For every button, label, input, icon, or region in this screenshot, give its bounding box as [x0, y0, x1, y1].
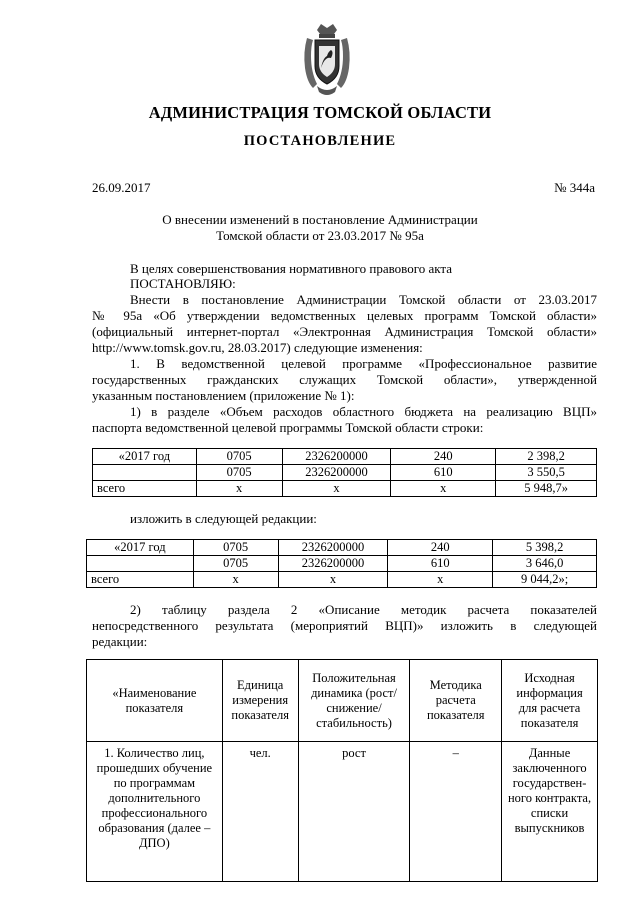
subitem-2-paragraph — [92, 602, 597, 650]
table-row — [87, 556, 597, 572]
table-cell: 1. Количество лиц, прошедших обучение по программам дополнительного профессионального образования (далее – ДПО) — [87, 742, 223, 882]
table-cell — [93, 465, 197, 481]
table-row — [93, 481, 597, 497]
table-cell: чел. — [222, 742, 298, 882]
header-indicator-name: «Наименование показателя — [87, 660, 223, 742]
table-row — [93, 449, 597, 465]
new-edition-caption: изложить в следующей редакции: — [130, 511, 317, 526]
table-row — [93, 465, 597, 481]
table-cell: – — [410, 742, 502, 882]
table-cell: 5 948,7» — [496, 481, 597, 497]
table-cell: 610 — [388, 556, 493, 572]
table-cell: всего — [93, 481, 197, 497]
table-cell: 240 — [388, 540, 493, 556]
table-cell: х — [196, 481, 282, 497]
document-date: 26.09.2017 — [92, 180, 151, 195]
table-cell: 3 646,0 — [493, 556, 597, 572]
subitem-1-line-2: паспорта ведомственной целевой программы Томской области строки: — [92, 420, 484, 435]
table-cell — [87, 556, 194, 572]
table-cell: Данные заключенного государствен-ного контракта, списки выпускников — [502, 742, 598, 882]
table-cell: 610 — [391, 465, 496, 481]
table-cell: 0705 — [196, 449, 282, 465]
document-number: № 344а — [554, 180, 595, 195]
subitem-2-line-3: редакции: — [92, 634, 148, 649]
item-1-paragraph — [92, 356, 597, 404]
table-row — [87, 540, 597, 556]
table-cell: х — [391, 481, 496, 497]
subitem-2-line-1: 2) таблицу раздела 2 «Описание методик расчета показателей — [130, 602, 597, 617]
table-cell: 2326200000 — [278, 556, 388, 572]
table-header-row — [87, 660, 598, 742]
new-budget-table — [86, 539, 597, 588]
table-cell: х — [193, 572, 278, 588]
old-budget-table — [92, 448, 597, 497]
subitem-2-line-2: непосредственного результата (мероприятий ВЦП)» изложить в следующей — [92, 618, 597, 633]
table-cell: всего — [87, 572, 194, 588]
item-1-line-3: указанным постановлением (приложение № 1): — [92, 388, 355, 403]
indicators-table — [86, 659, 598, 882]
table-cell: 0705 — [196, 465, 282, 481]
table-cell: 5 398,2 — [493, 540, 597, 556]
table-row — [87, 742, 598, 882]
table-cell: 2326200000 — [282, 449, 391, 465]
item-1-line-1: 1. В ведомственной целевой программе «Профессиональное развитие — [130, 356, 597, 371]
amend-paragraph — [92, 292, 597, 356]
amend-line-1: Внести в постановление Администрации Томской области от 23.03.2017 — [130, 292, 597, 307]
organization-name: АДМИНИСТРАЦИЯ ТОМСКОЙ ОБЛАСТИ — [148, 103, 492, 122]
table-cell: 2 398,2 — [496, 449, 597, 465]
purpose-paragraph: В целях совершенствования нормативного правового акта — [130, 261, 453, 276]
subitem-1-line-1: 1) в разделе «Объем расходов областного бюджета на реализацию ВЦП» — [130, 404, 597, 419]
header-unit: Единица измерения показателя — [222, 660, 298, 742]
table-cell: «2017 год — [93, 449, 197, 465]
subject-line-1: О внесении изменений в постановление Администрации — [162, 212, 478, 227]
coat-of-arms-icon — [301, 22, 353, 100]
table-cell: х — [388, 572, 493, 588]
table-cell: 240 — [391, 449, 496, 465]
header-source: Исходная информация для расчета показателя — [502, 660, 598, 742]
header-dynamics: Положительная динамика (рост/снижение/ стабильность) — [298, 660, 410, 742]
table-cell: 9 044,2»; — [493, 572, 597, 588]
table-cell: 0705 — [193, 540, 278, 556]
table-cell: рост — [298, 742, 410, 882]
item-1-line-2: государственных гражданских служащих Томской области», утвержденной — [92, 372, 597, 387]
table-cell: 2326200000 — [282, 465, 391, 481]
subject-line-2: Томской области от 23.03.2017 № 95а — [216, 228, 424, 243]
table-cell: х — [282, 481, 391, 497]
document-subject — [0, 212, 640, 244]
table-cell: 2326200000 — [278, 540, 388, 556]
decree-word: ПОСТАНОВЛЯЮ: — [130, 276, 236, 291]
table-row — [87, 572, 597, 588]
table-cell: «2017 год — [87, 540, 194, 556]
table-cell: 0705 — [193, 556, 278, 572]
table-cell: 3 550,5 — [496, 465, 597, 481]
table-cell: х — [278, 572, 388, 588]
header-method: Методика расчета показателя — [410, 660, 502, 742]
subitem-1-paragraph — [92, 404, 597, 436]
amend-line-4: http://www.tomsk.gov.ru, 28.03.2017) следующие изменения: — [92, 340, 423, 355]
document-type: ПОСТАНОВЛЕНИЕ — [243, 133, 397, 149]
amend-line-2: № 95а «Об утверждении ведомственных целевых программ Томской области» — [92, 308, 597, 323]
amend-line-3: (официальный интернет-портал «Электронная Администрация Томской области» — [92, 324, 597, 339]
